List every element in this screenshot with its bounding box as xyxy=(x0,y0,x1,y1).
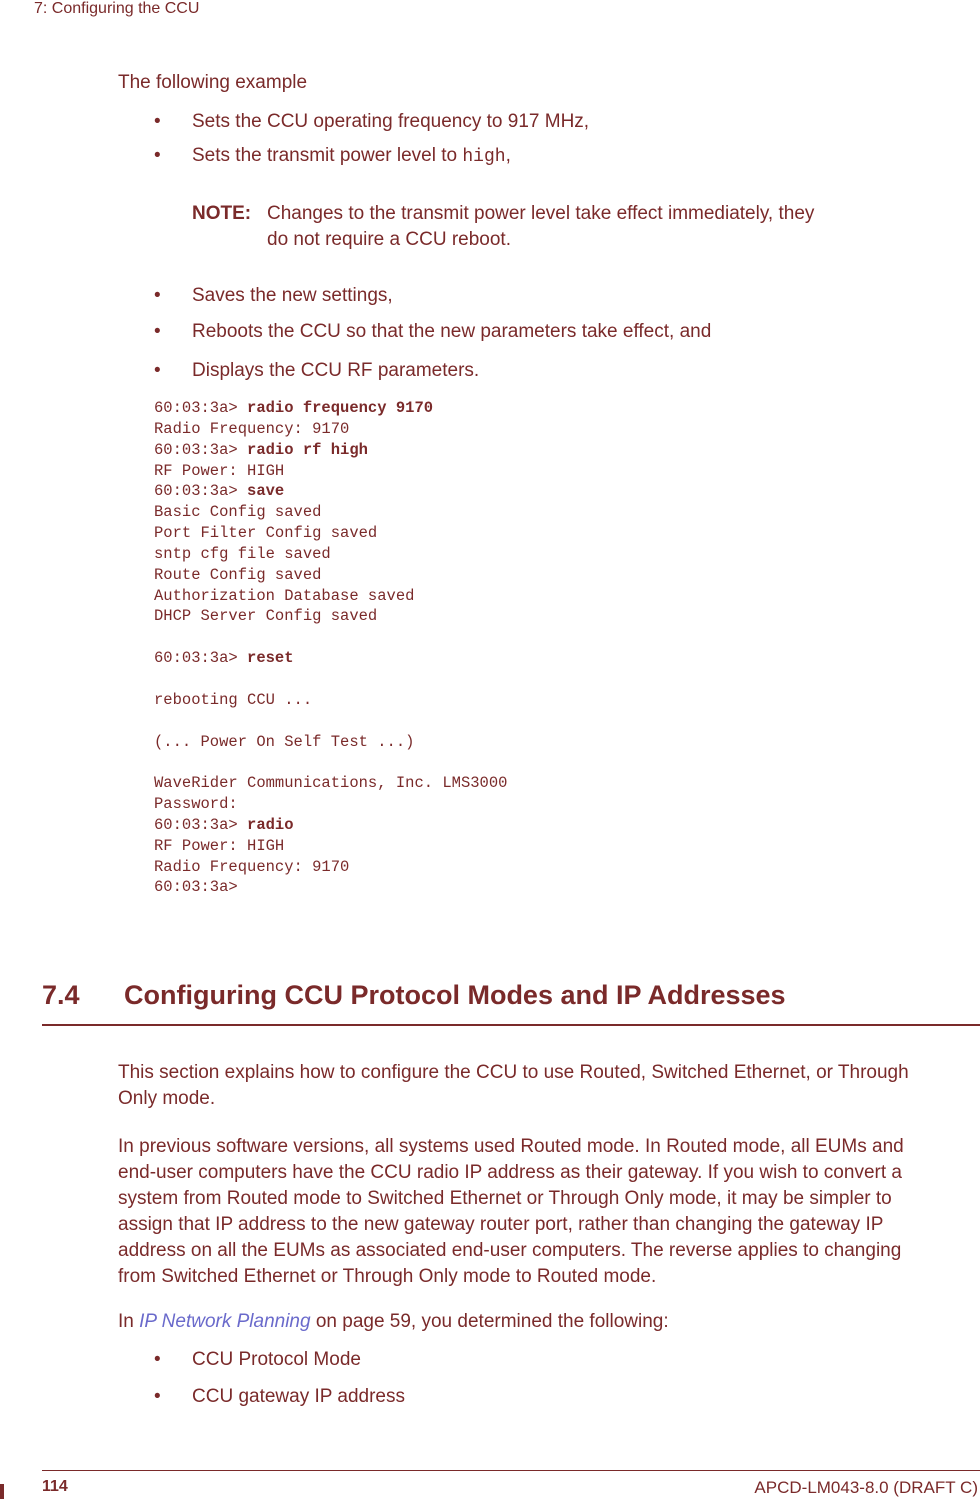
paragraph-line: Only mode. xyxy=(118,1088,216,1109)
list-item xyxy=(154,109,954,135)
code-line xyxy=(154,711,507,732)
bullet-icon: • xyxy=(154,1349,161,1370)
paragraph-prefix: In xyxy=(118,1311,140,1332)
code-line xyxy=(154,398,507,419)
note-label: NOTE: xyxy=(192,203,252,224)
code-line xyxy=(154,669,507,690)
section-paragraph-2 xyxy=(118,1134,978,1290)
footer-rule xyxy=(42,1470,980,1471)
footer-marker xyxy=(0,1484,4,1499)
note-line-2: do not require a CCU reboot. xyxy=(267,229,511,250)
running-header: 7: Configuring the CCU xyxy=(34,0,200,17)
cli-code-block xyxy=(154,398,507,898)
bullet-icon: • xyxy=(154,360,161,381)
cli-prompt: 60:03:3a> xyxy=(154,399,248,417)
code-line: Authorization Database saved xyxy=(154,586,415,605)
bullet-suffix: , xyxy=(505,145,511,166)
code-line xyxy=(154,440,507,461)
list-item xyxy=(154,1347,954,1373)
heading-rule xyxy=(42,1024,980,1026)
intro-lead: The following example xyxy=(118,72,308,93)
note xyxy=(192,201,815,250)
bullet-text: Reboots the CCU so that the new parameters take effect, and xyxy=(192,321,712,342)
document-id: APCD-LM043-8.0 (DRAFT C) xyxy=(754,1478,978,1497)
paragraph-line: system from Routed mode to Switched Ethernet or Through Only mode, it may be simpler to xyxy=(118,1188,892,1209)
bullet-text: Sets the CCU operating frequency to 917 MHz, xyxy=(192,111,590,132)
bullet-icon: • xyxy=(154,321,161,342)
code-line: WaveRider Communications, Inc. LMS3000 xyxy=(154,774,508,793)
list-item xyxy=(154,143,954,169)
paragraph-line: from Switched Ethernet or Through Only mode to Routed mode. xyxy=(118,1266,657,1287)
cli-command: radio xyxy=(247,815,294,834)
code-line xyxy=(154,815,507,836)
bullet-icon: • xyxy=(154,111,161,132)
bullet-text-with-code xyxy=(192,143,511,170)
paragraph-line: assign that IP address to the new gateway router port, rather than changing the gateway IP xyxy=(118,1214,884,1235)
page-number: 114 xyxy=(42,1478,68,1495)
cli-command: radio frequency 9170 xyxy=(247,399,434,417)
cli-prompt: 60:03:3a> xyxy=(154,482,248,501)
bullet-text: CCU Protocol Mode xyxy=(192,1349,361,1370)
code-line: RF Power: HIGH xyxy=(154,461,285,480)
cross-reference-link[interactable]: IP Network Planning xyxy=(139,1311,311,1332)
code-line xyxy=(154,627,507,648)
paragraph-line: address on all the EUMs as associated end-user computers. The reverse applies to changing xyxy=(118,1240,902,1261)
intro-bullet-list-b xyxy=(154,283,954,383)
paragraph-suffix: on page 59, you determined the following: xyxy=(310,1311,669,1332)
code-line: DHCP Server Config saved xyxy=(154,607,378,626)
inline-code: high xyxy=(462,147,506,167)
code-line: 60:03:3a> xyxy=(154,878,238,897)
list-item xyxy=(154,319,954,345)
code-line: Port Filter Config saved xyxy=(154,524,378,543)
code-line: (... Power On Self Test ...) xyxy=(154,732,415,751)
cli-prompt: 60:03:3a> xyxy=(154,649,248,668)
code-line: Basic Config saved xyxy=(154,503,322,522)
bullet-icon: • xyxy=(154,285,161,306)
code-line: Password: xyxy=(154,795,238,814)
code-line xyxy=(154,481,507,502)
section-number: 7.4 xyxy=(42,980,80,1010)
intro-bullet-list-a xyxy=(154,109,954,169)
paragraph-line: This section explains how to configure the CCU to use Routed, Switched Ethernet, or Through xyxy=(118,1062,909,1083)
paragraph-line: In previous software versions, all systems used Routed mode. In Routed mode, all EUMs and xyxy=(118,1136,904,1157)
code-line: Radio Frequency: 9170 xyxy=(154,419,350,438)
section-paragraph-3 xyxy=(118,1309,978,1335)
cli-command: reset xyxy=(247,649,294,668)
bullet-text: CCU gateway IP address xyxy=(192,1386,405,1407)
cli-prompt: 60:03:3a> xyxy=(154,815,248,834)
list-item xyxy=(154,283,954,309)
bullet-text: Displays the CCU RF parameters. xyxy=(192,360,480,381)
paragraph-line: end-user computers have the CCU radio IP address as their gateway. If you wish to convert a xyxy=(118,1162,902,1183)
section-bullet-list xyxy=(154,1347,954,1417)
bullet-icon: • xyxy=(154,1386,161,1407)
section-title: Configuring CCU Protocol Modes and IP Addresses xyxy=(124,980,786,1010)
code-line: rebooting CCU ... xyxy=(154,690,313,709)
cli-prompt: 60:03:3a> xyxy=(154,440,248,459)
list-item xyxy=(154,1384,954,1410)
cli-command: save xyxy=(247,482,285,501)
code-line: Route Config saved xyxy=(154,565,322,584)
code-line: RF Power: HIGH xyxy=(154,836,285,855)
note-line-1: Changes to the transmit power level take effect immediately, they xyxy=(267,203,815,224)
code-line xyxy=(154,752,507,773)
section-paragraph-1 xyxy=(118,1060,978,1112)
code-line xyxy=(154,648,507,669)
bullet-text: Saves the new settings, xyxy=(192,285,393,306)
list-item xyxy=(154,358,954,384)
bullet-text: Sets the transmit power level to xyxy=(192,145,463,166)
section-heading xyxy=(42,980,786,1011)
cli-command: radio rf high xyxy=(247,440,368,459)
code-line: sntp cfg file saved xyxy=(154,544,331,563)
bullet-icon: • xyxy=(154,145,161,166)
code-line: Radio Frequency: 9170 xyxy=(154,857,350,876)
